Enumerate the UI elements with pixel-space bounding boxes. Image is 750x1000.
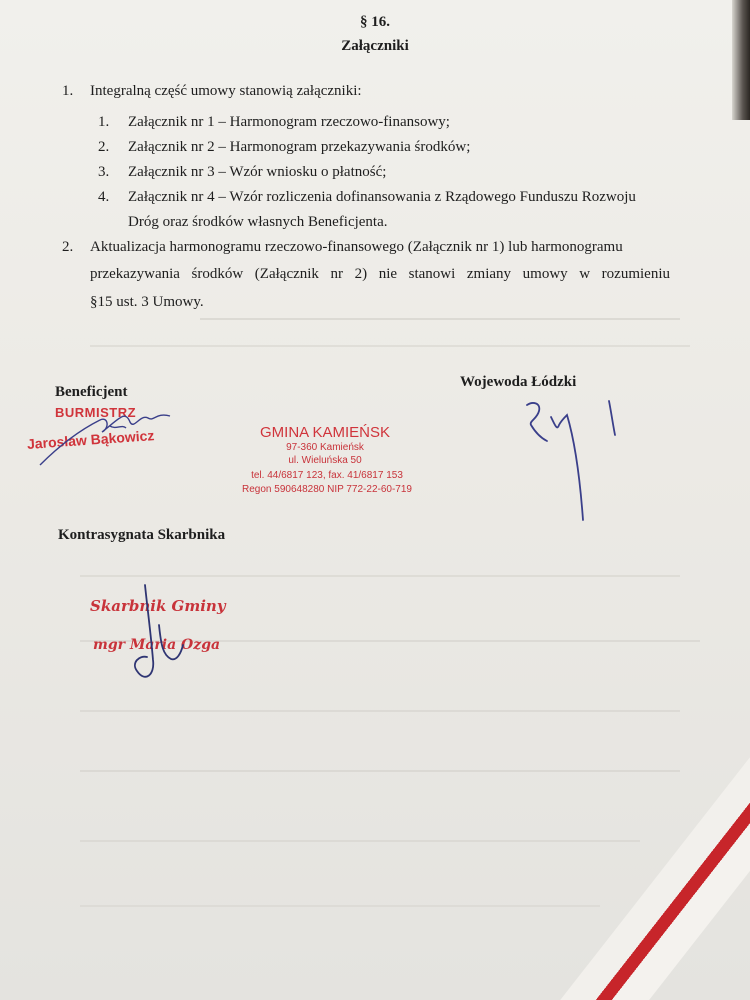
gmina-stamp-street: ul. Wieluńska 50 bbox=[288, 455, 362, 466]
section-title: Załączniki bbox=[341, 38, 409, 54]
subitem-4-text-continued: Dróg oraz środków własnych Beneficjenta. bbox=[128, 214, 388, 230]
subitem-3-number: 3. bbox=[98, 164, 110, 180]
subitem-3-text: Załącznik nr 3 – Wzór wniosku o płatność; bbox=[128, 164, 387, 180]
item-2-line-1: Aktualizacja harmonogramu rzeczowo-finansowego (Załącznik nr 1) lub harmonogramu bbox=[90, 239, 623, 255]
item-2-line-3: §15 ust. 3 Umowy. bbox=[90, 294, 204, 310]
treasurer-stamp-title: Skarbnik Gminy bbox=[90, 597, 226, 615]
voivode-label: Wojewoda Łódzki bbox=[460, 374, 577, 390]
beneficiary-stamp-title: BURMISTRZ bbox=[55, 405, 137, 420]
red-folder-edge bbox=[500, 699, 750, 1000]
beneficiary-stamp-name: Jarosław Bąkowicz bbox=[26, 427, 155, 452]
item-1-number: 1. bbox=[62, 83, 74, 99]
subitem-1-number: 1. bbox=[98, 114, 110, 130]
voivode-signature bbox=[515, 395, 635, 530]
subitem-4-number: 4. bbox=[98, 189, 110, 205]
countersign-label: Kontrasygnata Skarbnika bbox=[58, 527, 226, 543]
gmina-stamp-postal: 97-360 Kamieńsk bbox=[286, 442, 364, 453]
subitem-1-text: Załącznik nr 1 – Harmonogram rzeczowo-finansowy; bbox=[128, 114, 450, 130]
subitem-2-text: Załącznik nr 2 – Harmonogram przekazywania środków; bbox=[128, 139, 471, 155]
item-2-line-2: przekazywania środków (Załącznik nr 2) nie stanowi zmiany umowy w rozumieniu bbox=[90, 266, 670, 282]
gmina-stamp-regon: Regon 590648280 NIP 772-22-60-719 bbox=[242, 484, 412, 495]
item-2-number: 2. bbox=[62, 239, 74, 255]
section-number: § 16. bbox=[360, 14, 390, 30]
subitem-2-number: 2. bbox=[98, 139, 110, 155]
gmina-stamp-phone: tel. 44/6817 123, fax. 41/6817 153 bbox=[251, 470, 403, 481]
treasurer-stamp-name: mgr Maria Ozga bbox=[93, 637, 221, 653]
beneficiary-signature bbox=[30, 400, 190, 470]
beneficiary-label: Beneficjent bbox=[55, 384, 128, 400]
subitem-4-text: Załącznik nr 4 – Wzór rozliczenia dofinansowania z Rządowego Funduszu Rozwoju bbox=[128, 189, 636, 205]
item-1-text: Integralną część umowy stanowią załączniki: bbox=[90, 83, 362, 99]
treasurer-signature bbox=[125, 575, 195, 685]
gmina-stamp-name: GMINA KAMIEŃSK bbox=[259, 424, 391, 441]
